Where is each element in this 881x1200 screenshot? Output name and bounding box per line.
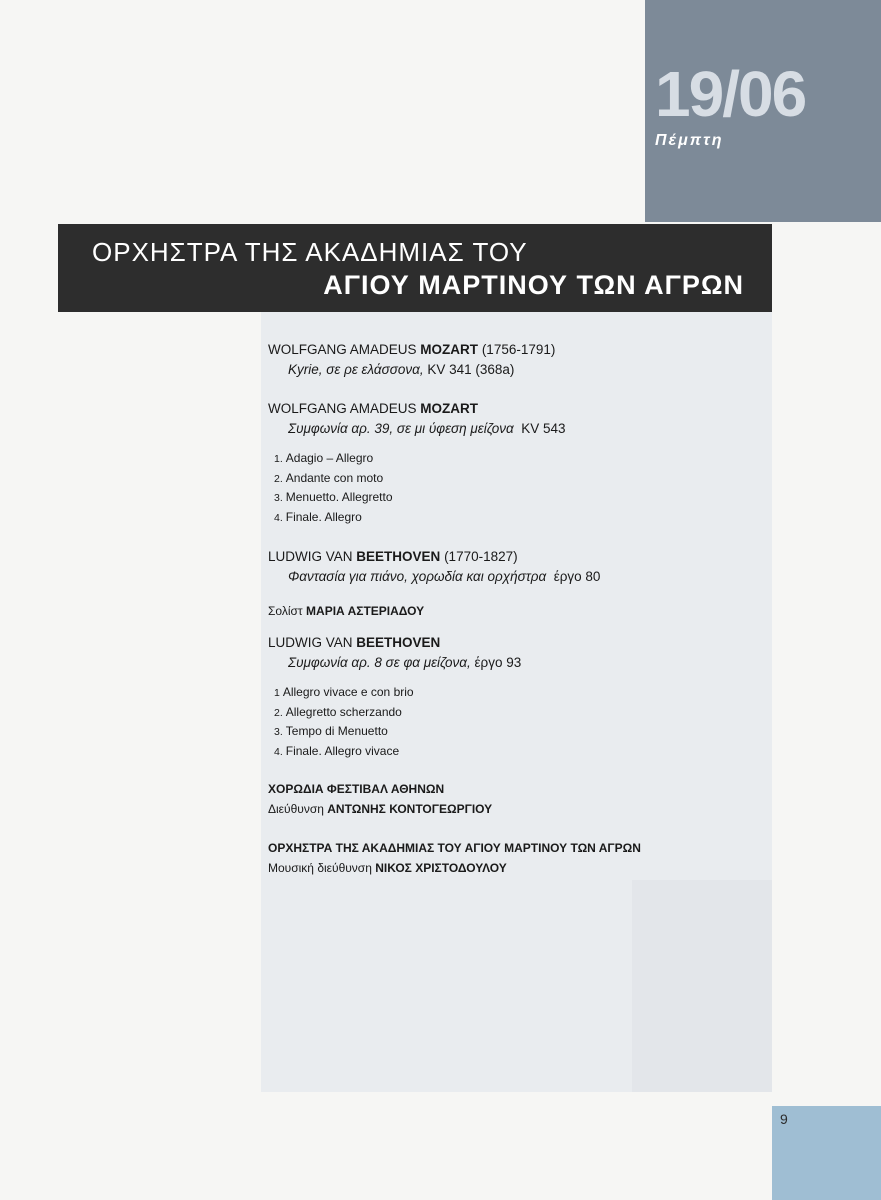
composer-first: LUDWIG VAN <box>268 549 353 564</box>
title-line-1: ΟΡΧΗΣΤΡΑ ΤΗΣ ΑΚΑΔΗΜΙΑΣ ΤΟΥ <box>92 237 528 267</box>
soloist-label: Σολίστ <box>268 604 303 618</box>
movement-number: 2. <box>274 472 283 485</box>
movement-title: Tempo di Menuetto <box>285 724 388 738</box>
movement-item <box>274 683 758 703</box>
movement-title: Allegretto scherzando <box>285 704 402 719</box>
movement-number: 2. <box>274 706 283 719</box>
composer-last: MOZART <box>420 342 479 357</box>
concert-weekday: Πέμπτη <box>655 132 724 149</box>
work-catalog: KV 543 <box>521 421 566 436</box>
work-title <box>268 419 758 439</box>
soloist-line <box>268 601 758 621</box>
orchestra-director-label: Μουσική διεύθυνση <box>268 861 372 875</box>
movement-number: 4. <box>274 511 283 524</box>
soloist-name: ΜΑΡΙΑ ΑΣΤΕΡΙΑΔΟΥ <box>306 604 425 618</box>
work-catalog: έργο 80 <box>553 569 601 584</box>
work-name: Kyrie, σε ρε ελάσσονα, <box>288 362 424 377</box>
panel-strip <box>632 880 772 1092</box>
work-title <box>268 653 758 673</box>
work-catalog: έργο 93 <box>474 655 522 670</box>
composer-line <box>268 547 758 567</box>
work-title <box>268 567 758 587</box>
movement-item <box>274 449 758 469</box>
movement-number: 3. <box>274 726 283 738</box>
composer-first: WOLFGANG AMADEUS <box>268 401 417 416</box>
orchestra-name: ΟΡΧΗΣΤΡΑ ΤΗΣ ΑΚΑΔΗΜΙΑΣ ΤΟΥ ΑΓΙΟΥ ΜΑΡΤΙΝΟΥ ΤΩΝ ΑΓΡΩΝ <box>268 841 641 855</box>
composer-last: MOZART <box>420 401 479 416</box>
composer-line <box>268 340 758 360</box>
composer-years: (1770-1827) <box>444 549 518 564</box>
movement-number: 1. <box>274 453 283 465</box>
composer-years: (1756-1791) <box>481 342 556 357</box>
movement-number: 3. <box>274 492 283 504</box>
choir-director-name: ΑΝΤΩΝΗΣ ΚΟΝΤΟΓΕΩΡΓΙΟΥ <box>327 802 493 816</box>
movement-title: Adagio – Allegro <box>285 451 374 465</box>
movement-title: Finale. Allegro vivace <box>285 743 400 758</box>
title-line-2: ΑΓΙΟΥ ΜΑΡΤΙΝΟΥ ΤΩΝ ΑΓΡΩΝ <box>323 270 744 300</box>
movement-item <box>274 469 758 489</box>
movement-item <box>274 742 758 762</box>
choir-block <box>268 779 758 819</box>
composer-line <box>268 633 758 653</box>
composer-last: BEETHOVEN <box>356 549 441 564</box>
movement-number: 4. <box>274 745 283 758</box>
choir-name: ΧΟΡΩΔΙΑ ΦΕΣΤΙΒΑΛ ΑΘΗΝΩΝ <box>268 782 445 796</box>
work-catalog: KV 341 (368a) <box>427 362 515 377</box>
movement-list <box>268 449 758 527</box>
composer-line <box>268 399 758 419</box>
page-number: 9 <box>780 1111 788 1127</box>
movement-item <box>274 722 758 742</box>
orchestra-director-name: ΝΙΚΟΣ ΧΡΙΣΤΟΔΟΥΛΟΥ <box>375 861 507 875</box>
concert-date: 19/06 <box>655 58 806 130</box>
composer-last: BEETHOVEN <box>356 635 441 650</box>
program-list <box>268 340 758 878</box>
movement-number: 1 <box>274 687 280 699</box>
movement-title: Andante con moto <box>285 470 384 485</box>
movement-title: Finale. Allegro <box>285 509 362 524</box>
movement-item <box>274 488 758 508</box>
work-name: Συμφωνία αρ. 39, σε μι ύφεση μείζονα <box>288 421 514 436</box>
work-title <box>268 360 758 380</box>
movement-item <box>274 703 758 723</box>
work-name: Συμφωνία αρ. 8 σε φα μείζονα, <box>288 655 471 670</box>
title-banner <box>58 224 772 312</box>
movement-title: Allegro vivace e con brio <box>282 685 414 699</box>
movement-item <box>274 508 758 528</box>
page-tab <box>772 1106 881 1200</box>
work-name: Φαντασία για πιάνο, χορωδία και ορχήστρα <box>288 569 547 584</box>
choir-director-label: Διεύθυνση <box>268 802 324 816</box>
composer-first: WOLFGANG AMADEUS <box>268 342 417 357</box>
orchestra-block <box>268 838 758 878</box>
movement-title: Menuetto. Allegretto <box>285 490 393 504</box>
composer-first: LUDWIG VAN <box>268 635 353 650</box>
date-box <box>645 0 881 222</box>
movement-list <box>268 683 758 761</box>
